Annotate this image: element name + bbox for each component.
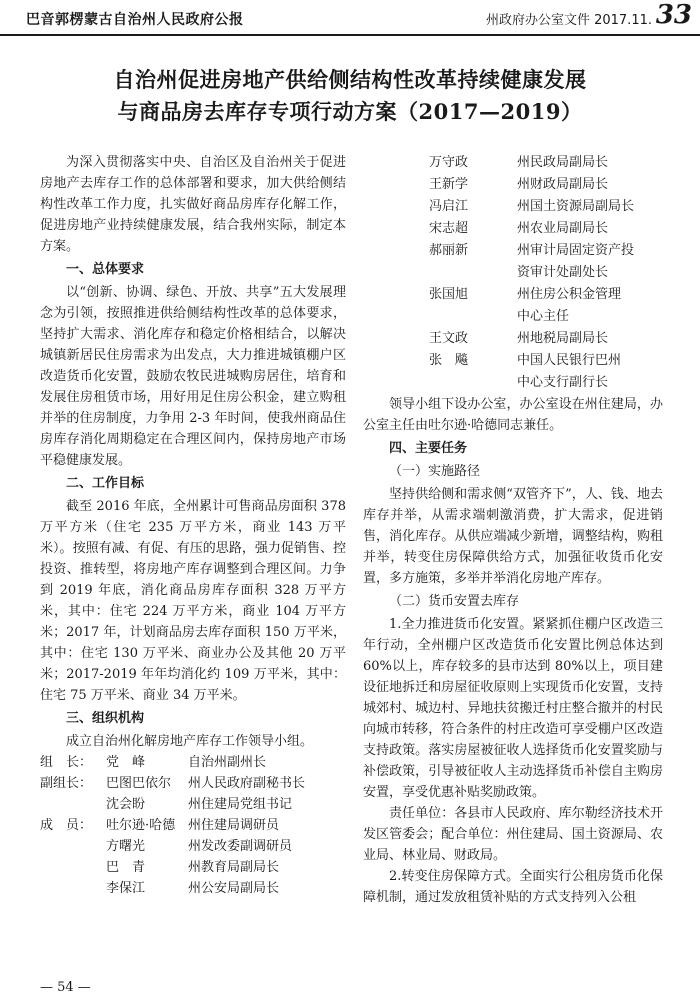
member-name: 巴图巴依尔 <box>106 776 172 791</box>
member-title: 州住房公积金管理 <box>517 287 622 302</box>
member-row <box>363 328 663 350</box>
member-title: 州民政局副局长 <box>517 155 609 170</box>
title-line-2: 与商品房去库存专项行动方案（2017—2019） <box>117 99 583 124</box>
member-row <box>40 773 346 794</box>
member-title: 州公安局副局长 <box>188 881 280 896</box>
member-title: 州审计局固定资产投 <box>517 243 635 258</box>
page-number: — 54 — <box>40 980 91 995</box>
member-name: 万守政 <box>429 155 469 170</box>
member-title: 中国人民银行巴州 <box>517 353 622 368</box>
page-header <box>0 0 700 36</box>
member-role <box>40 836 106 857</box>
paragraph-office: 领导小组下设办公室，办公室设在州住建局，办公室主任由吐尔逊·哈德同志兼任。 <box>363 397 663 433</box>
member-row <box>363 262 663 284</box>
member-row <box>363 372 663 394</box>
member-name: 王新学 <box>429 177 469 192</box>
member-title: 州教育局副局长 <box>188 860 280 875</box>
member-name: 王文政 <box>429 331 469 346</box>
member-name: 巴 青 <box>106 860 146 875</box>
member-name <box>363 306 517 328</box>
member-role: 组 长： <box>40 755 93 770</box>
member-name: 张国旭 <box>429 287 469 302</box>
member-row <box>363 306 663 328</box>
member-role <box>40 794 106 815</box>
member-row <box>363 240 663 262</box>
member-name: 方曙光 <box>106 839 146 854</box>
paragraph-work-targets: 截至 2016 年底，全州累计可售商品房面积 378 万平方米（住宅 235 万平方米，商业 143 万平米）。按照有减、有促、有压的思路，强力促销售、控投资、推转型，将房地产库存调整到合理区间。力争到 2019 年底，消化商品房库存面积 328 万平方米，其中：住宅 224 万平方米，商业 104 万平方米；2017 年，计划商品房去库存面积 150 万平米，其中：住宅 130 万平米、商业办公及其他 20 万平米；2017-2019 年年均消化约 109 万平米，其中：住宅 75 万平米、商业 34 万平米。 <box>40 499 346 703</box>
member-list <box>40 752 346 899</box>
paragraph-responsible-units: 责任单位：各县市人民政府、库尔勒经济技术开发区管委会；配合单位：州住建局、国土资源局、农业局、林业局、财政局。 <box>363 806 663 863</box>
member-name: 冯启江 <box>429 199 469 214</box>
paragraph-housing-security: 2.转变住房保障方式。全面实行公租房货币化保障机制，通过发放租赁补贴的方式支持列入公租 <box>363 869 663 905</box>
intro-paragraph: 为深入贯彻落实中央、自治区及自治州关于促进房地产去库存工作的总体部署和要求，加大供给侧结构性改革工作力度，扎实做好商品房库存化解工作，促进房地产业持续健康发展，结合我州实际，制定本方案。 <box>40 155 346 254</box>
subsection-heading-1: （一）实施路径 <box>389 464 481 479</box>
member-row <box>40 857 346 878</box>
member-title: 中心支行副行长 <box>517 375 609 390</box>
member-title: 州农业局副局长 <box>517 221 609 236</box>
member-name: 李保江 <box>106 881 146 896</box>
member-row <box>40 836 346 857</box>
right-column <box>363 152 663 908</box>
paragraph-monetized-resettlement: 1.全力推进货币化安置。紧紧抓住棚户区改造三年行动，全州棚户区改造货币化安置比例总体达到 60%以上，库存较多的县市达到 80%以上，项目建设征地拆迁和房屋征收原则上实现货币化安置，支持城郊村、城边村、异地扶贫搬迁村庄整合撤并的村民向城市转移，符合条件的村庄改造可享受棚户区改造支持政策。落实房屋被征收人选择货币化安置奖励与补偿政策，引导被征收人主动选择货币补偿自主购房安置，享受优惠补贴奖励政策。 <box>363 617 663 800</box>
title-line-1: 自治州促进房地产供给侧结构性改革持续健康发展 <box>113 67 587 92</box>
member-role: 副组长： <box>40 776 93 791</box>
gazette-name: 巴音郭楞蒙古自治州人民政府公报 <box>26 12 244 28</box>
member-row <box>363 218 663 240</box>
member-title: 州发改委副调研员 <box>188 839 293 854</box>
member-row <box>363 174 663 196</box>
member-row <box>40 878 346 899</box>
member-row <box>363 350 663 372</box>
member-name: 郝丽新 <box>429 243 469 258</box>
member-row <box>40 794 346 815</box>
section-heading-4: 四、主要任务 <box>389 441 468 456</box>
section-heading-1: 一、总体要求 <box>66 262 145 277</box>
subsection-heading-2: （二）货币安置去库存 <box>389 594 520 609</box>
member-row <box>363 152 663 174</box>
member-title: 州住建局调研员 <box>188 818 280 833</box>
member-title: 州地税局副局长 <box>517 331 609 346</box>
member-name: 党 峰 <box>106 755 146 770</box>
member-name <box>363 372 517 394</box>
paragraph-general-requirements: 以“创新、协调、绿色、开放、共享”五大发展理念为引领，按照推进供给侧结构性改革的总体要求，坚持扩大需求、消化库存和稳定价格相结合，以解决城镇新居民住房需求为出发点，大力推进城镇棚户区改造货币化安置，鼓励农牧民进城购房居住，培育和发展住房租赁市场，用好用足住房公积金，建立购租并举的住房制度，力争用 2-3 年时间，使我州商品住房库存消化周期稳定在合理区间内，保持房地产市场平稳健康发展。 <box>40 285 346 468</box>
member-title: 中心主任 <box>517 309 570 324</box>
document-title <box>0 64 700 128</box>
member-name: 张 飚 <box>429 353 469 368</box>
member-title: 州财政局副局长 <box>517 177 609 192</box>
paragraph-implementation-path: 坚持供给侧和需求侧“双管齐下”，人、钱、地去库存并举，从需求端刺激消费，扩大需求，促进销售，消化库存。从供应端减少新增，调整结构，购租并举，转变住房保障供给方式，加强征收货币化安置，多方施策，多举并举消化房地产库存。 <box>363 487 663 586</box>
member-title: 州住建局党组书记 <box>188 797 293 812</box>
member-row <box>40 815 346 836</box>
member-role: 成 员： <box>40 818 93 833</box>
section-heading-2: 二、工作目标 <box>66 476 145 491</box>
member-name: 吐尔逊·哈德 <box>106 818 176 833</box>
left-column <box>40 152 346 899</box>
member-title: 州国土资源局副局长 <box>517 199 635 214</box>
member-title: 自治州副州长 <box>188 755 267 770</box>
member-name: 宋志超 <box>429 221 469 236</box>
section-label: 州政府办公室文件 2017.11. <box>485 13 652 28</box>
member-title: 资审计处副处长 <box>517 265 609 280</box>
member-title: 州人民政府副秘书长 <box>188 776 306 791</box>
member-list-continued <box>363 152 663 394</box>
member-role <box>40 857 106 878</box>
paragraph-organization: 成立自治州化解房地产库存工作领导小组。 <box>66 734 314 749</box>
member-name: 沈会盼 <box>106 797 146 812</box>
member-row <box>363 284 663 306</box>
issue-number: 33 <box>655 0 692 30</box>
member-role <box>40 878 106 899</box>
member-row <box>40 752 346 773</box>
member-name <box>363 262 517 284</box>
member-row <box>363 196 663 218</box>
section-heading-3: 三、组织机构 <box>66 711 145 726</box>
